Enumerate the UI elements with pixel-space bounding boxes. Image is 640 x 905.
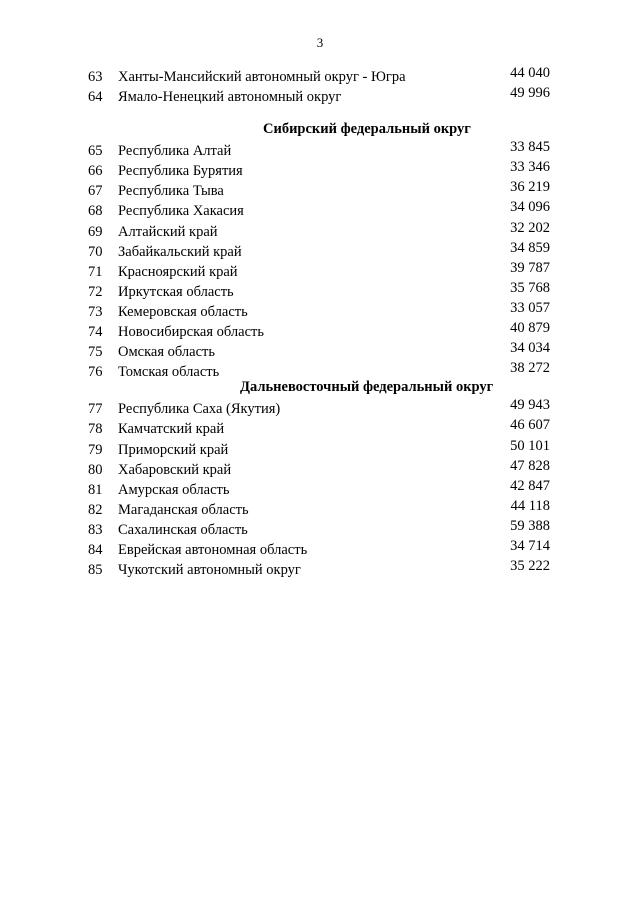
region-value: 44 040 [510, 65, 550, 81]
region-value: 35 768 [510, 279, 550, 296]
row-number: 63 [88, 69, 103, 85]
region-name: Ханты-Мансийский автономный округ - Югра [118, 69, 406, 85]
region-value: 46 607 [510, 417, 550, 434]
region-name: Еврейская автономная область [118, 541, 308, 558]
row-number: 66 [88, 163, 103, 180]
region-name: Республика Бурятия [118, 163, 243, 180]
region-name: Хабаровский край [118, 461, 232, 478]
region-value: 36 219 [510, 179, 550, 196]
region-value: 49 943 [510, 397, 550, 414]
region-name: Республика Алтай [118, 143, 232, 160]
row-number: 77 [88, 401, 103, 418]
table-row [88, 260, 558, 280]
row-number: 83 [88, 521, 103, 538]
region-name: Амурская область [118, 481, 230, 498]
region-value: 35 222 [510, 558, 550, 575]
table-row [88, 538, 558, 558]
region-value: 33 845 [510, 139, 550, 156]
table-row [88, 199, 558, 219]
region-name: Иркутская область [118, 283, 234, 300]
region-name: Республика Тыва [118, 183, 224, 200]
section-heading: Дальневосточный федеральный округ [240, 379, 494, 396]
row-number: 70 [88, 243, 103, 260]
group-continuation [88, 65, 558, 105]
table-row [88, 458, 558, 478]
row-number: 81 [88, 481, 103, 498]
row-number: 72 [88, 283, 103, 300]
row-number: 65 [88, 143, 103, 160]
region-value: 50 101 [510, 437, 550, 454]
region-name: Красноярский край [118, 263, 238, 280]
table-row [88, 340, 558, 360]
table-row [88, 85, 558, 105]
table-row [88, 280, 558, 300]
table-row [88, 300, 558, 320]
table-row [88, 65, 558, 85]
row-number: 80 [88, 461, 103, 478]
table-row [88, 159, 558, 179]
region-value: 44 118 [510, 497, 550, 514]
region-value: 34 859 [510, 239, 550, 256]
section-heading: Сибирский федеральный округ [263, 121, 471, 138]
region-name: Забайкальский край [118, 243, 242, 260]
region-table [88, 65, 558, 578]
region-name: Камчатский край [118, 421, 225, 438]
table-row [88, 220, 558, 240]
region-value: 34 034 [510, 340, 550, 357]
row-number: 69 [88, 223, 103, 240]
region-name: Кемеровская область [118, 303, 248, 320]
region-name: Алтайский край [118, 223, 218, 240]
region-value: 34 096 [510, 199, 550, 216]
row-number: 68 [88, 203, 103, 220]
region-value: 59 388 [510, 517, 550, 534]
row-number: 78 [88, 421, 103, 438]
table-row [88, 478, 558, 498]
table-row [88, 240, 558, 260]
table-row [88, 320, 558, 340]
row-number: 85 [88, 562, 103, 579]
table-row [88, 438, 558, 458]
region-value: 49 996 [510, 85, 550, 102]
table-row [88, 139, 558, 159]
region-value: 33 057 [510, 299, 550, 316]
row-number: 82 [88, 501, 103, 518]
row-number: 74 [88, 324, 103, 341]
table-row [88, 179, 558, 199]
region-name: Чукотский автономный округ [118, 562, 301, 579]
group-siberian-district [88, 119, 558, 380]
table-row [88, 417, 558, 437]
table-row [88, 397, 558, 417]
row-number: 67 [88, 183, 103, 200]
region-name: Новосибирская область [118, 324, 264, 341]
region-value: 38 272 [510, 360, 550, 377]
row-number: 84 [88, 541, 103, 558]
region-value: 47 828 [510, 457, 550, 474]
region-name: Омская область [118, 344, 215, 361]
table-row [88, 498, 558, 518]
region-value: 42 847 [510, 477, 550, 494]
row-number: 73 [88, 303, 103, 320]
region-value: 39 787 [510, 259, 550, 276]
region-name: Сахалинская область [118, 521, 248, 538]
region-name: Магаданская область [118, 501, 249, 518]
row-number: 79 [88, 441, 103, 458]
table-row [88, 518, 558, 538]
row-number: 76 [88, 364, 103, 381]
region-name: Республика Хакасия [118, 203, 244, 220]
region-value: 40 879 [510, 320, 550, 337]
row-number: 64 [88, 89, 103, 106]
page-number: 3 [316, 35, 324, 50]
region-value: 34 714 [510, 537, 550, 554]
region-name: Приморский край [118, 441, 229, 458]
region-name: Республика Саха (Якутия) [118, 401, 281, 418]
region-name: Ямало-Ненецкий автономный округ [118, 89, 342, 106]
region-value: 32 202 [510, 219, 550, 236]
region-name: Томская область [118, 364, 220, 381]
row-number: 71 [88, 263, 103, 280]
table-row [88, 360, 558, 380]
region-value: 33 346 [510, 159, 550, 176]
group-far-eastern-district [88, 377, 558, 578]
table-row [88, 558, 558, 578]
row-number: 75 [88, 344, 103, 361]
